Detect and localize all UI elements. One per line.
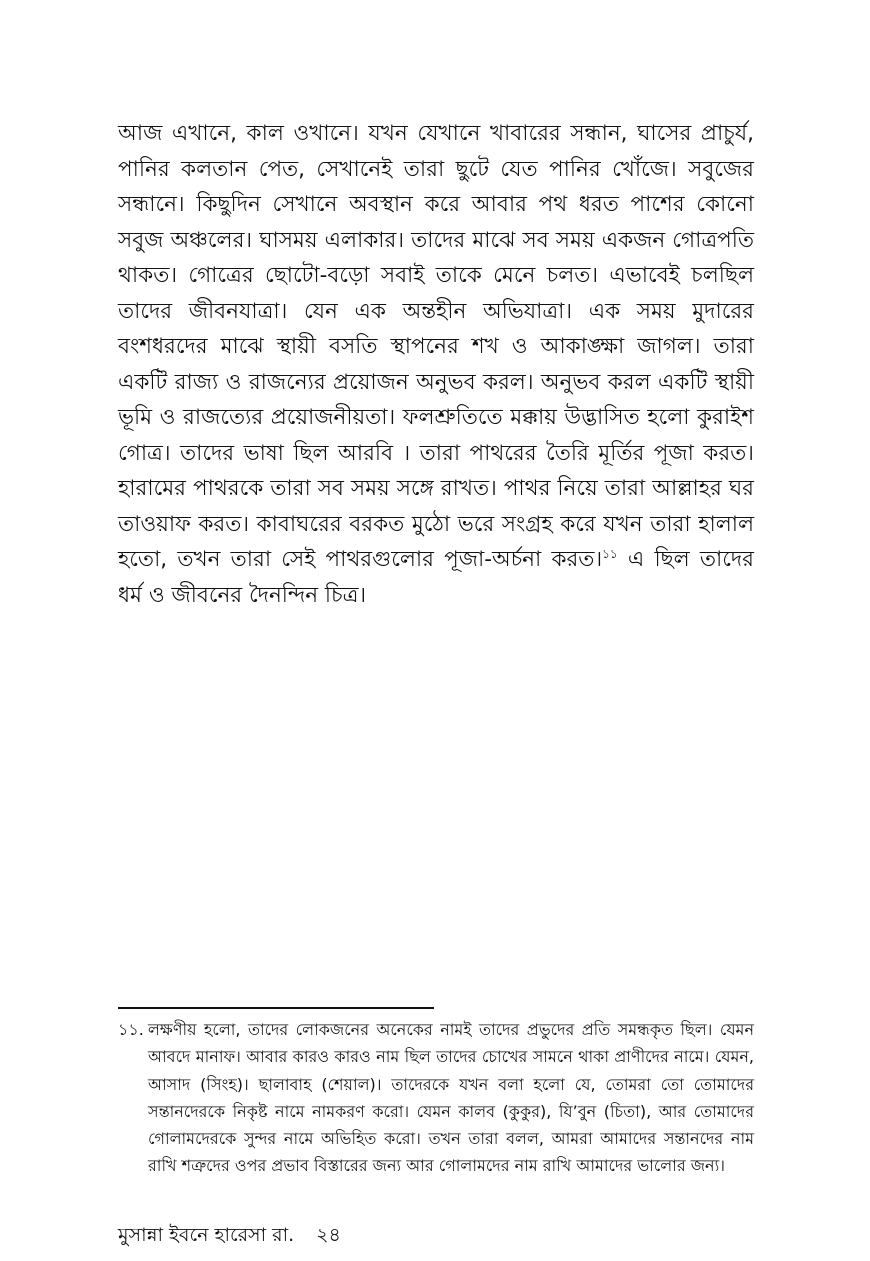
body-paragraph (118, 116, 754, 613)
body-text-continued: এ ছিল তাদের ধর্ম ও জীবনের দৈনন্দিন চিত্র। (118, 547, 755, 608)
footnote-separator (118, 1007, 434, 1009)
footnote-reference: ১১ (602, 546, 618, 561)
page-footer (118, 1222, 341, 1248)
running-title: মুসান্না ইবনে হারেসা রা. (118, 1224, 295, 1246)
footnote-marker: ১১. (118, 1020, 144, 1039)
page-number: ২৪ (316, 1224, 341, 1246)
body-text: আজ এখানে, কাল ওখানে। যখন যেখানে খাবারের সন্ধান, ঘাসের প্রাচুর্য, পানির কলতান পেত, সেখানেই তারা ছুটে যেত পানির খোঁজে। সবুজের সন্ধানে। কিছুদিন সেখানে অবস্থান করে আবার পথ ধরত পাশের কোনো সবুজ অঞ্চলের। ঘাসময় এলাকার। তাদের মাঝে সব সময় একজন গোত্রপতি থাকত। গোত্রের ছোটো-বড়ো সবাই তাকে মেনে চলত। এভাবেই চলছিল তাদের জীবনযাত্রা। যেন এক অন্তহীন অভিযাত্রা। এক সময় মুদারের বংশধরদের মাঝে স্থায়ী বসতি স্থাপনের শখ ও আকাঙ্ক্ষা জাগল। তারা একটি রাজ্য ও রাজন্যের প্রয়োজন অনুভব করল। অনুভব করল একটি স্থায়ী ভূমি ও রাজত্যের প্রয়োজনীয়তা। ফলশ্রুতিতে মক্কায় উদ্ভাসিত হলো কুরাইশ গোত্র। তাদের ভাষা ছিল আরবি । তারা পাথরের তৈরি মূর্তির পূজা করত। হারামের পাথরকে তারা সব সময় সঙ্গে রাখত। পাথর নিয়ে তারা আল্লাহর ঘর তাওয়াফ করত। কাবাঘরের বরকত মুঠো ভরে সংগ্রহ করে যখন তারা হালাল হতো, তখন তারা সেই পাথরগুলোর পূজা-অর্চনা করত। (118, 121, 754, 572)
footnote (118, 1016, 754, 1180)
footnote-text: লক্ষণীয় হলো, তাদের লোকজনের অনেকের নামই তাদের প্রভুদের প্রতি সমন্ধকৃত ছিল। যেমন আবদে মানাফ। আবার কারও কারও নাম ছিল তাদের চোখের সামনে থাকা প্রাণীদের নামে। যেমন, আসাদ (সিংহ)। ছালাবাহ (শেয়াল)। তাদেরকে যখন বলা হলো যে, তোমরা তো তোমাদের সন্তানদেরকে নিকৃষ্ট নামে নামকরণ করো। যেমন কালব (কুকুর), যি’বুন (চিতা), আর তোমাদের গোলামদেরকে সুন্দর নামে অভিহিত করো। তখন তারা বলল, আমরা আমাদের সন্তানদের নাম রাখি শত্রুদের ওপর প্রভাব বিস্তারের জন্য আর গোলামদের নাম রাখি আমাদের ভালোর জন্য। (148, 1020, 754, 1176)
